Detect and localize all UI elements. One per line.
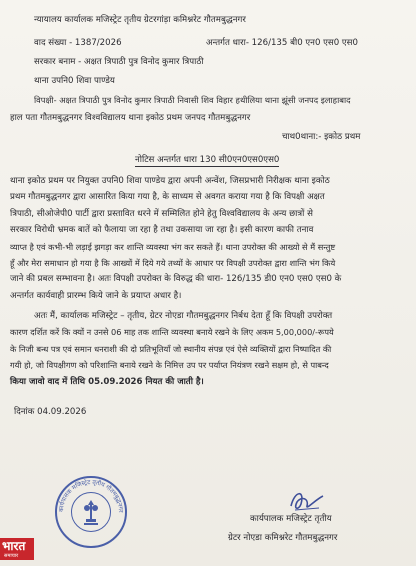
signatory-designation: कार्यपालक मजिस्ट्रेट तृतीय <box>250 514 332 524</box>
paragraph-line: अन्तर्गत कार्यवाही प्रारम्भ किये जाने के प्रयाप्त अधार है। <box>10 290 182 301</box>
paragraph-line: अतः मैं, कार्यालक मजिस्ट्रेट – तृतीय, ग्रेटर नोएडा गौतमबुद्धनगर निर्बध देता हूँ कि विपक्षी उपरोक्त <box>34 311 333 321</box>
section-reference: अन्तर्गत धारा- 126/135 बी0 एन0 एस0 एस0 <box>206 38 358 48</box>
paragraph-line: के निजी बन्ध पत्र एवं समान धनराशी की दो प्रतिभूतियाँ जो स्थानीय संपन्न एवं ऐसे व्यक्तियों द्वारा निष्पादित की <box>10 343 332 354</box>
svg-text:कार्यपालक मजिस्ट्रेट तृतीय गौत <box>58 478 124 513</box>
paragraph-line: हूँ और मेरा समाधान हो गया है कि आख्यों में दिये गये तथ्यों के आधार पर विपक्षी उपरोक्त द्वारा शान्ति भंग किये <box>10 258 336 269</box>
station-label: चाथ0थाना:- इकोठ प्रथम <box>282 132 361 142</box>
seal-text: कार्यपालक मजिस्ट्रेट तृतीय गौतमबुद्धनगर <box>57 478 125 513</box>
opposite-party-line-2: हाल पता गौतमबुद्धनगर विश्वविद्यालय थाना इकोठ प्रथम जनपद गौतमबुद्धनगर <box>10 113 251 123</box>
parties-line: सरकार बनाम - अक्षत त्रिपाठी पुत्र विनोद कुमार त्रिपाठी <box>34 57 204 67</box>
paragraph-line: थाना इकोठ प्रथम पर नियुक्त उपनि0 शिवा पाण्डेय द्वारा अपनी अन्वेंश, जिसप्रभारी निरीक्षक थाना इकोठ <box>10 176 330 186</box>
paragraph-line: गयी हो, जो विपक्षीगण को परिशान्ति बनाये रखने के निमित्त उप पर पर्याप्त नियंत्रण रखने सक्षम हो, से पाबन्द <box>10 360 329 371</box>
notice-title: नोटिस अन्तर्गत धारा 130 सी0एन0एस0एस0 <box>135 155 280 165</box>
court-title: न्यायालय कार्यालक मजिस्ट्रेट तृतीय ग्रेटरगांड़ा कमिश्नरेट गौतमबुद्धनगर <box>34 15 246 25</box>
watermark-text: भारत <box>2 539 26 553</box>
paragraph-line: प्रथम गौतमबुद्धनगर द्वारा आसारित किया गया है, के साध्यम से अवगत कराया गया है कि विपक्षी अक्षत <box>10 192 325 203</box>
paragraph-2 <box>10 308 406 390</box>
signatory-office: ग्रेटर नोएडा कमिश्नरेट गौतमबुद्धनगर <box>228 533 338 543</box>
date-line: दिनांक 04.09.2026 <box>14 407 87 417</box>
opposite-party-line-1: विपक्षी- अक्षत त्रिपाठी पुत्र विनोद कुमार त्रिपाठी निवासी शिव विहार हथीलिया थाना झूंसी जनपद इलाहाबाद <box>34 95 351 105</box>
watermark-logo <box>0 538 34 560</box>
paragraph-line: व्याप्त है एवं कभी-भी लड़ाई झगड़ा कर शान्ति व्यवस्था भंग कर सकते हैं। थाना उपरोक्त की आख्यो से मैं सन्तुष्ट <box>10 241 336 252</box>
paragraph-line: त्रिपाठी, सीओजेपी0 पार्टी द्वारा प्रस्तावित धरने में सम्मिलित होने हेतु विश्वविद्यालय के अन्य छात्रों से <box>10 208 313 219</box>
paragraph-line: कारण दर्शित करें कि क्यों न उनसे 06 माह तक शान्ति व्यवस्था बनाये रखने के लिए अकम 5,00,000/-रूपये <box>10 327 334 338</box>
case-number: वाद संख्या - 1387/2026 <box>34 38 122 48</box>
paragraph-line: सरकार विरोधी भ्रमक बातें को फैलाया जा रहा है तथा उकसाया जा रहा है। इसी कारण काफी तनाव <box>10 225 314 236</box>
police-station-line: थाना उपनि0 शिवा पाण्डेय <box>34 76 115 86</box>
paragraph-1 <box>10 173 406 304</box>
paragraph-line: किया जावो वाद में तिथि 05.09.2026 नियत की जाती है। <box>10 376 204 387</box>
watermark-subtext: समाचार <box>4 553 19 559</box>
official-seal <box>55 476 127 548</box>
paragraph-line: जाने की प्रबल सम्भावना है। अतः विपक्षी उपरोक्त के विरुद्ध की धारा- 126/135 डी0 एन0 एस0 एस0 के <box>10 274 342 285</box>
